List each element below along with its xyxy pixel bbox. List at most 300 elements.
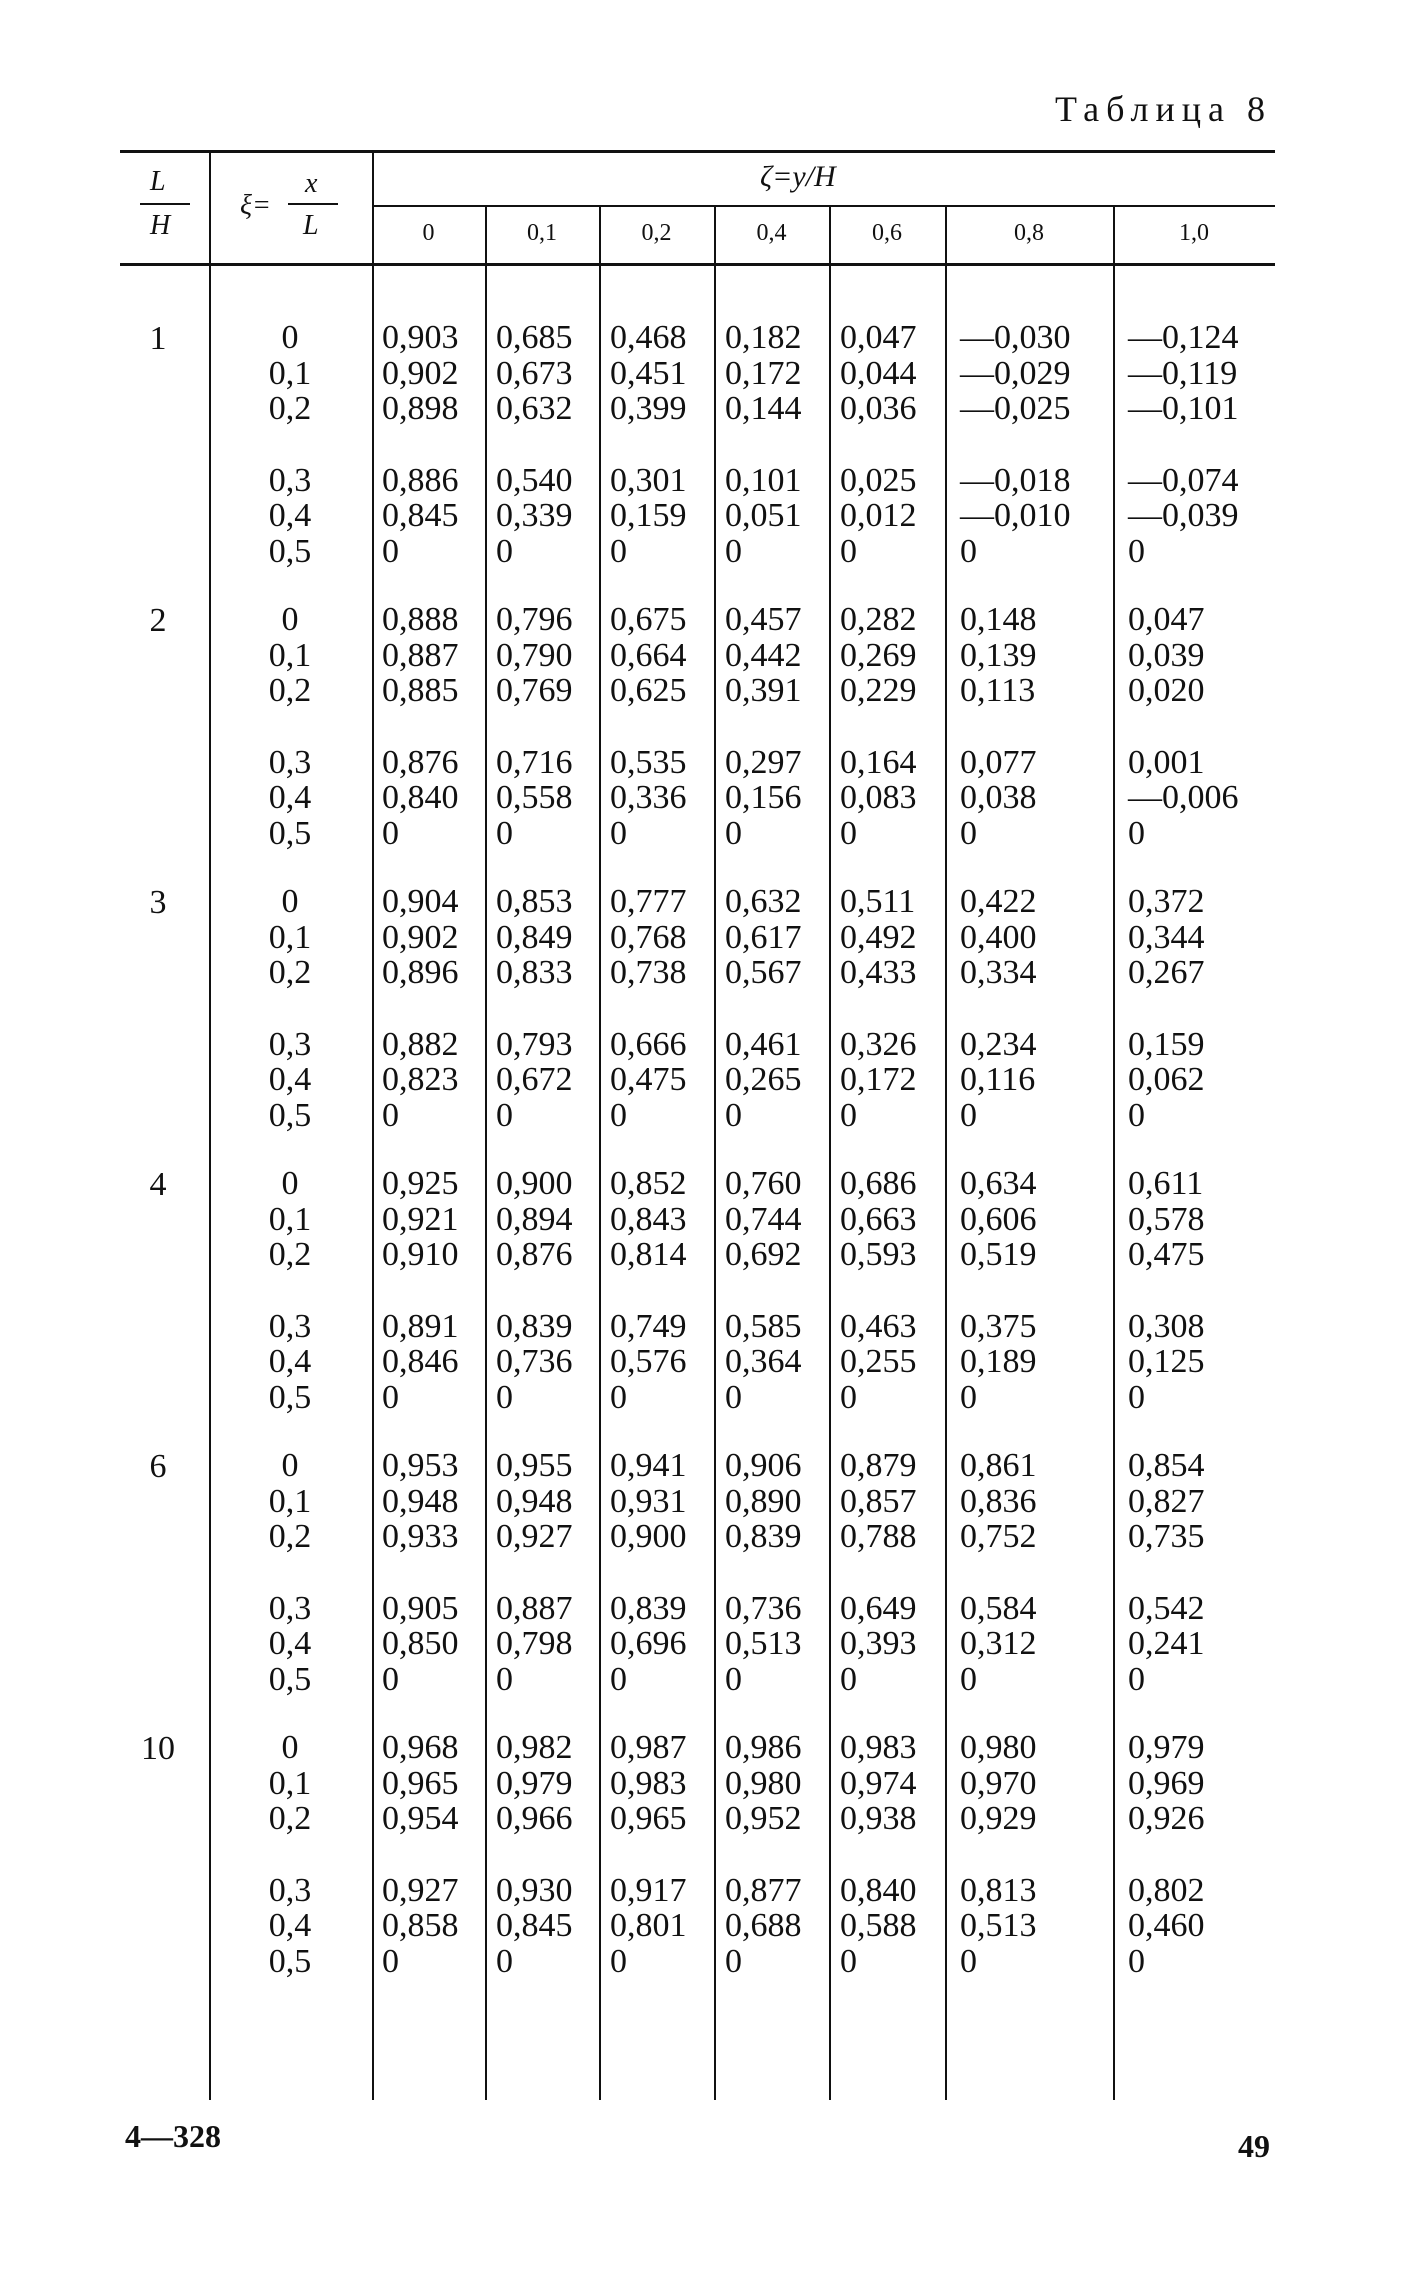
table-cell: 0: [382, 532, 399, 570]
table-cell: 0,888: [382, 601, 459, 638]
table-cell: 0,933: [382, 1518, 459, 1555]
table-cell: 0,567: [725, 954, 802, 991]
table-cell: 0,896: [382, 954, 459, 991]
table-cell: 0: [725, 1660, 742, 1698]
table-cell: 0,584: [960, 1589, 1037, 1627]
table-cell: 0,917: [610, 1871, 687, 1909]
table-cell: 0,632: [496, 390, 573, 427]
table-cell: 0,987: [610, 1729, 687, 1766]
table-cell: —0,039: [1128, 497, 1239, 534]
table-cell: 0,139: [960, 636, 1037, 674]
table-cell: 0,925: [382, 1165, 459, 1202]
table-cell: 0,948: [496, 1482, 573, 1520]
table-cell: 0,902: [382, 354, 459, 392]
table-cell: 0,475: [1128, 1236, 1205, 1273]
xi-value: 0,1: [268, 1200, 312, 1238]
table-cell: 0,966: [496, 1800, 573, 1837]
table-cell: 0,849: [496, 918, 573, 956]
table-cell: 0,858: [382, 1907, 459, 1944]
table-cell: 0,051: [725, 497, 802, 534]
table-cell: 0,375: [960, 1307, 1037, 1345]
table-cell: 0: [960, 814, 977, 852]
xi-header-fraction-bar: [288, 203, 338, 205]
column-header: 0,6: [872, 220, 902, 246]
table-cell: 0,189: [960, 1343, 1037, 1380]
table-cell: 0,891: [382, 1307, 459, 1345]
table-cell: 0: [840, 532, 857, 570]
table-cell: 0,736: [496, 1343, 573, 1380]
table-cell: 0,632: [725, 883, 802, 920]
table-cell: 0,777: [610, 883, 687, 920]
table-cell: 0,840: [840, 1871, 917, 1909]
table-cell: 0,927: [382, 1871, 459, 1909]
table-cell: 0,012: [840, 497, 917, 534]
table-cell: 0,308: [1128, 1307, 1205, 1345]
xi-value: 0: [281, 319, 299, 356]
table-cell: 0: [840, 1096, 857, 1134]
table-cell: 0,790: [496, 636, 573, 674]
table-cell: 0,164: [840, 743, 917, 781]
lh-header-fraction-bar: [140, 203, 190, 205]
column-divider: [1113, 207, 1115, 2100]
table-cell: 0,752: [960, 1518, 1037, 1555]
column-divider: [714, 207, 716, 2100]
table-cell: 0,326: [840, 1025, 917, 1063]
table-cell: 0: [960, 1660, 977, 1698]
table-cell: 0,954: [382, 1800, 459, 1837]
table-cell: 0,101: [725, 461, 802, 499]
table-cell: 0: [382, 1942, 399, 1980]
table-cell: 0,904: [382, 883, 459, 920]
xi-value: 0,3: [268, 743, 312, 781]
table-cell: 0,047: [1128, 601, 1205, 638]
table-cell: 0: [382, 1096, 399, 1134]
xi-value: 0,5: [268, 814, 312, 852]
table-cell: 0,853: [496, 883, 573, 920]
table-cell: 0,877: [725, 1871, 802, 1909]
table-cell: 0,519: [960, 1236, 1037, 1273]
table-cell: 0,814: [610, 1236, 687, 1273]
table-cell: 0,301: [610, 461, 687, 499]
xi-value: 0: [281, 601, 299, 638]
table-cell: 0,400: [960, 918, 1037, 956]
table-cell: 0,036: [840, 390, 917, 427]
table-cell: 0,634: [960, 1165, 1037, 1202]
table-cell: 0,833: [496, 954, 573, 991]
table-cell: 0,983: [840, 1729, 917, 1766]
table-cell: 0,845: [382, 497, 459, 534]
table-cell: 0,857: [840, 1482, 917, 1520]
table-cell: 0,898: [382, 390, 459, 427]
table-cell: 0: [496, 1096, 513, 1134]
table-cell: 0: [1128, 1660, 1145, 1698]
xi-header-lhs: ξ=: [240, 190, 271, 221]
table-cell: 0,159: [1128, 1025, 1205, 1063]
table-cell: 0,267: [1128, 954, 1205, 991]
xi-value: 0,1: [268, 636, 312, 674]
table-cell: 0,929: [960, 1800, 1037, 1837]
table-cell: 0,593: [840, 1236, 917, 1273]
table-cell: 0,083: [840, 779, 917, 816]
xi-value: 0: [281, 883, 299, 920]
table-cell: 0: [610, 1942, 627, 1980]
table-cell: 0,692: [725, 1236, 802, 1273]
table-cell: 0: [610, 1378, 627, 1416]
table-cell: 0,965: [382, 1764, 459, 1802]
table-cell: 0,336: [610, 779, 687, 816]
table-cell: 0,611: [1128, 1165, 1204, 1202]
table-cell: 0,802: [1128, 1871, 1205, 1909]
table-cell: 0,312: [960, 1625, 1037, 1662]
table-cell: 0,900: [610, 1518, 687, 1555]
xi-value: 0,1: [268, 918, 312, 956]
table-cell: 0,558: [496, 779, 573, 816]
table-cell: 0: [496, 1660, 513, 1698]
zeta-header: ζ=y/H: [760, 160, 836, 193]
xi-value: 0,3: [268, 1025, 312, 1063]
table-cell: 0,979: [496, 1764, 573, 1802]
table-cell: 0,749: [610, 1307, 687, 1345]
table-cell: 0: [840, 814, 857, 852]
table-cell: 0,535: [610, 743, 687, 781]
table-cell: 0,125: [1128, 1343, 1205, 1380]
xi-value: 0,1: [268, 1764, 312, 1802]
table-cell: 0,372: [1128, 883, 1205, 920]
xi-value: 0,3: [268, 1871, 312, 1909]
table-cell: —0,101: [1128, 390, 1239, 427]
table-cell: 0,839: [725, 1518, 802, 1555]
xi-value: 0,2: [268, 390, 312, 427]
table-cell: 0,144: [725, 390, 802, 427]
lh-value: 10: [141, 1730, 175, 1767]
table-cell: 0,617: [725, 918, 802, 956]
table-cell: 0,077: [960, 743, 1037, 781]
column-header: 0,2: [641, 220, 672, 246]
table-cell: 0,540: [496, 461, 573, 499]
table-cell: 0,986: [725, 1729, 802, 1766]
xi-header-numerator: x: [305, 168, 318, 199]
table-cell: 0,760: [725, 1165, 802, 1202]
table-cell: 0: [960, 1096, 977, 1134]
lh-value: 1: [149, 320, 167, 357]
table-cell: 0,926: [1128, 1800, 1205, 1837]
table-cell: 0,938: [840, 1800, 917, 1837]
lh-header-numerator: L: [150, 166, 166, 197]
table-cell: 0,900: [496, 1165, 573, 1202]
page-number: 49: [1238, 2128, 1270, 2164]
table-cell: 0,585: [725, 1307, 802, 1345]
table-cell: 0,813: [960, 1871, 1037, 1909]
table-cell: 0,606: [960, 1200, 1037, 1238]
table-cell: 0,955: [496, 1447, 573, 1484]
table-cell: 0,843: [610, 1200, 687, 1238]
table-cell: 0,979: [1128, 1729, 1205, 1766]
column-divider: [372, 150, 374, 2100]
table-cell: 0,980: [725, 1764, 802, 1802]
table-cell: 0,840: [382, 779, 459, 816]
column-divider: [599, 207, 601, 2100]
table-cell: 0,685: [496, 319, 573, 356]
table-top-rule: [120, 150, 1275, 153]
table-cell: 0,255: [840, 1343, 917, 1380]
column-header: 0: [422, 220, 435, 246]
xi-value: 0,5: [268, 1096, 312, 1134]
table-cell: 0: [496, 1378, 513, 1416]
table-cell: 0: [725, 1378, 742, 1416]
table-cell: 0,442: [725, 636, 802, 674]
table-cell: —0,124: [1128, 319, 1239, 356]
table-cell: 0,903: [382, 319, 459, 356]
table-cell: 0,716: [496, 743, 573, 781]
table-cell: 0,952: [725, 1800, 802, 1837]
table-cell: 0,686: [840, 1165, 917, 1202]
table-cell: 0,513: [725, 1625, 802, 1662]
table-cell: 0: [610, 1096, 627, 1134]
table-cell: 0,982: [496, 1729, 573, 1766]
table-cell: 0: [382, 1378, 399, 1416]
table-cell: 0,836: [960, 1482, 1037, 1520]
table-cell: 0,948: [382, 1482, 459, 1520]
table-cell: 0: [840, 1378, 857, 1416]
table-cell: 0,852: [610, 1165, 687, 1202]
table-cell: 0: [725, 532, 742, 570]
table-cell: 0,845: [496, 1907, 573, 1944]
table-cell: 0,229: [840, 672, 917, 709]
table-cell: 0,156: [725, 779, 802, 816]
table-cell: 0,675: [610, 601, 687, 638]
table-cell: 0,234: [960, 1025, 1037, 1063]
column-header: 0,4: [756, 220, 787, 246]
table-cell: 0,364: [725, 1343, 802, 1380]
table-cell: 0,172: [840, 1061, 917, 1098]
table-cell: 0,513: [960, 1907, 1037, 1944]
table-cell: 0,974: [840, 1764, 917, 1802]
xi-value: 0,5: [268, 1942, 312, 1980]
table-cell: 0: [725, 1096, 742, 1134]
table-cell: 0,664: [610, 636, 687, 674]
table-cell: 0,879: [840, 1447, 917, 1484]
table-cell: 0,696: [610, 1625, 687, 1662]
xi-value: 0,1: [268, 354, 312, 392]
xi-value: 0,5: [268, 1660, 312, 1698]
table-cell: 0,861: [960, 1447, 1037, 1484]
table-cell: 0: [382, 1660, 399, 1698]
footer-signature: 4—328: [125, 2118, 221, 2154]
lh-value: 6: [149, 1448, 167, 1485]
table-cell: 0,113: [960, 672, 1036, 709]
table-cell: 0,001: [1128, 743, 1205, 781]
table-cell: 0,576: [610, 1343, 687, 1380]
xi-value: 0,3: [268, 1589, 312, 1627]
xi-value: 0,4: [268, 1343, 312, 1380]
xi-value: 0,4: [268, 779, 312, 816]
table-cell: 0,047: [840, 319, 917, 356]
table-cell: 0,025: [840, 461, 917, 499]
table-cell: —0,025: [960, 390, 1071, 427]
table-cell: 0,744: [725, 1200, 802, 1238]
table-cell: 0,902: [382, 918, 459, 956]
table-cell: 0,463: [840, 1307, 917, 1345]
lh-value: 3: [149, 884, 167, 921]
table-cell: 0,796: [496, 601, 573, 638]
xi-value: 0,3: [268, 1307, 312, 1345]
xi-value: 0,4: [268, 1061, 312, 1098]
column-divider: [829, 207, 831, 2100]
table-cell: 0,970: [960, 1764, 1037, 1802]
xi-value: 0,3: [268, 461, 312, 499]
table-cell: 0,983: [610, 1764, 687, 1802]
table-cell: 0,887: [382, 636, 459, 674]
table-cell: —0,030: [960, 319, 1071, 356]
table-cell: —0,010: [960, 497, 1071, 534]
table-cell: 0,876: [382, 743, 459, 781]
table-cell: 0,735: [1128, 1518, 1205, 1555]
table-cell: 0,492: [840, 918, 917, 956]
table-cell: 0,941: [610, 1447, 687, 1484]
xi-value: 0,2: [268, 1800, 312, 1837]
table-cell: —0,029: [960, 354, 1071, 392]
table-cell: 0,666: [610, 1025, 687, 1063]
table-cell: 0,344: [1128, 918, 1205, 956]
table-cell: 0,039: [1128, 636, 1205, 674]
table-cell: 0,148: [960, 601, 1037, 638]
xi-value: 0,2: [268, 954, 312, 991]
table-cell: 0: [725, 814, 742, 852]
table-cell: 0: [960, 532, 977, 570]
column-header: 0,8: [1014, 220, 1044, 246]
table-cell: 0,930: [496, 1871, 573, 1909]
table-cell: 0,688: [725, 1907, 802, 1944]
table-cell: 0,801: [610, 1907, 687, 1944]
table-cell: 0,269: [840, 636, 917, 674]
table-cell: 0,172: [725, 354, 802, 392]
table-cell: 0,910: [382, 1236, 459, 1273]
table-cell: 0,457: [725, 601, 802, 638]
xi-value: 0,4: [268, 497, 312, 534]
xi-value: 0: [281, 1447, 299, 1484]
zeta-rule: [372, 205, 1275, 207]
xi-value: 0,2: [268, 1518, 312, 1555]
xi-value: 0,2: [268, 1236, 312, 1273]
table-cell: 0: [610, 532, 627, 570]
table-cell: 0,882: [382, 1025, 459, 1063]
lh-value: 2: [149, 602, 167, 639]
column-divider: [209, 150, 211, 2100]
table-cell: 0,468: [610, 319, 687, 356]
table-cell: 0,793: [496, 1025, 573, 1063]
table-cell: 0,886: [382, 461, 459, 499]
table-cell: 0,062: [1128, 1061, 1205, 1098]
xi-value: 0,4: [268, 1625, 312, 1662]
table-cell: 0,433: [840, 954, 917, 991]
table-cell: 0,020: [1128, 672, 1205, 709]
table-cell: 0,921: [382, 1200, 459, 1238]
table-cell: 0,399: [610, 390, 687, 427]
table-cell: 0: [840, 1942, 857, 1980]
table-cell: 0,393: [840, 1625, 917, 1662]
table-cell: 0,461: [725, 1025, 802, 1063]
table-cell: 0: [840, 1660, 857, 1698]
table-cell: 0: [960, 1942, 977, 1980]
table-cell: 0: [496, 532, 513, 570]
table-cell: 0,475: [610, 1061, 687, 1098]
table-cell: 0: [1128, 1378, 1145, 1416]
table-cell: 0,511: [840, 883, 916, 920]
table-cell: 0,736: [725, 1589, 802, 1627]
table-cell: 0,588: [840, 1907, 917, 1944]
table-cell: 0,846: [382, 1343, 459, 1380]
table-cell: 0,968: [382, 1729, 459, 1766]
table-cell: 0,625: [610, 672, 687, 709]
table-cell: 0: [1128, 1096, 1145, 1134]
table-cell: 0,823: [382, 1061, 459, 1098]
table-cell: —0,119: [1128, 354, 1238, 392]
table-caption: Таблица 8: [1055, 89, 1272, 129]
table-cell: 0,663: [840, 1200, 917, 1238]
table-cell: 0: [1128, 1942, 1145, 1980]
table-cell: 0,885: [382, 672, 459, 709]
table-cell: 0,969: [1128, 1764, 1205, 1802]
table-cell: 0: [496, 814, 513, 852]
table-cell: 0,887: [496, 1589, 573, 1627]
column-divider: [945, 207, 947, 2100]
table-cell: 0,265: [725, 1061, 802, 1098]
table-cell: 0,451: [610, 354, 687, 392]
xi-value: 0: [281, 1165, 299, 1202]
table-cell: 0,391: [725, 672, 802, 709]
table-cell: 0,422: [960, 883, 1037, 920]
table-cell: 0,334: [960, 954, 1037, 991]
table-cell: 0,578: [1128, 1200, 1205, 1238]
table-cell: 0,672: [496, 1061, 573, 1098]
table-cell: 0,768: [610, 918, 687, 956]
table-cell: 0: [1128, 814, 1145, 852]
table-cell: 0: [610, 1660, 627, 1698]
table-cell: 0: [1128, 532, 1145, 570]
column-divider: [485, 207, 487, 2100]
table-cell: 0,850: [382, 1625, 459, 1662]
table-cell: 0: [960, 1378, 977, 1416]
table-cell: —0,006: [1128, 779, 1239, 816]
table-cell: 0: [610, 814, 627, 852]
table-cell: 0,297: [725, 743, 802, 781]
table-cell: 0,931: [610, 1482, 687, 1520]
table-cell: 0,241: [1128, 1625, 1205, 1662]
table-cell: 0,282: [840, 601, 917, 638]
table-cell: 0,827: [1128, 1482, 1205, 1520]
xi-value: 0: [281, 1729, 299, 1766]
table-cell: 0,673: [496, 354, 573, 392]
table-cell: —0,018: [960, 461, 1071, 499]
table-cell: 0,980: [960, 1729, 1037, 1766]
column-header: 0,1: [527, 220, 557, 246]
xi-value: 0,5: [268, 1378, 312, 1416]
table-cell: 0,339: [496, 497, 573, 534]
table-cell: 0,965: [610, 1800, 687, 1837]
table-cell: 0,542: [1128, 1589, 1205, 1627]
table-cell: 0,038: [960, 779, 1037, 816]
column-header: 1,0: [1179, 220, 1209, 246]
table-cell: 0,894: [496, 1200, 573, 1238]
table-cell: 0,738: [610, 954, 687, 991]
xi-value: 0,2: [268, 672, 312, 709]
xi-header-denominator: L: [303, 210, 319, 241]
xi-value: 0,1: [268, 1482, 312, 1520]
header-bottom-rule: [120, 263, 1275, 266]
table-cell: 0,182: [725, 319, 802, 356]
table-cell: 0,769: [496, 672, 573, 709]
table-cell: 0,905: [382, 1589, 459, 1627]
